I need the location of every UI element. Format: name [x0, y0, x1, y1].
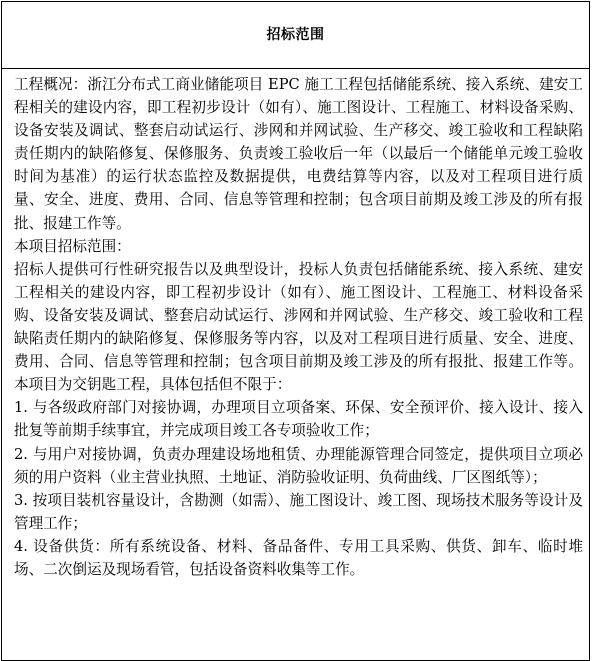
table-body-cell	[2, 69, 589, 581]
scope-item-4: 4. 设备供货：所有系统设备、材料、备品备件、专用工具采购、供货、卸车、临时堆场、二次倒运及现场看管，包括设备资料收集等工作。	[14, 537, 583, 578]
table-header-cell	[2, 2, 589, 69]
scope-table	[1, 1, 590, 661]
scope-item-3: 3. 按项目装机容量设计，含勘测（如需）、施工图设计、竣工图、现场技术服务等设计及管理工作；	[14, 491, 583, 532]
scope-intro: 招标人提供可行性研究报告以及典型设计，投标人负责包括储能系统、接入系统、建安工程相关的建设内容，即工程初步设计（如有）、施工图设计、工程施工、材料设备采购、设备安装及调试、整套启动试运行、涉网和并网试验、生产移交、竣工验收和工程缺陷责任期内的缺陷修复、保修服务等内容，以及对工程项目进行质量、安全、进度、费用、合同、信息等管理和控制；包含项目前期及竣工涉及的所有报批、报建工作等。本项目为交钥匙工程，具体包括但不限于：	[14, 260, 583, 394]
scope-item-1: 1. 与各级政府部门对接协调，办理项目立项备案、环保、安全预评价、接入设计、接入批复等前期手续事宜，并完成项目竣工各专项验收工作；	[14, 399, 583, 440]
scope-item-2: 2. 与用户对接协调，负责办理建设场地租赁、办理能源管理合同签定，提供项目立项必须的用户资料（业主营业执照、土地证、消防验收证明、负荷曲线、厂区图纸等）；	[14, 445, 583, 486]
project-overview: 工程概况：浙江分布式工商业储能项目 EPC 施工工程包括储能系统、接入系统、建安工程相关的建设内容，即工程初步设计（如有）、施工图设计、工程施工、材料设备采购、设备安装及调试、整套启动试运行、涉网和并网试验、生产移交、竣工验收和工程缺陷责任期内的缺陷修复、保修服务、负责竣工验收后一年（以最后一个储能单元竣工验收时间为基准）的运行状态监控及数据提供，电费结算等内容，以及对工程项目进行质量、安全、进度、费用、合同、信息等管理和控制；包含项目前期及竣工涉及的所有报批、报建工作等。	[14, 76, 583, 232]
table-title: 招标范围	[266, 27, 325, 43]
scope-heading: 本项目招标范围：	[14, 237, 131, 255]
